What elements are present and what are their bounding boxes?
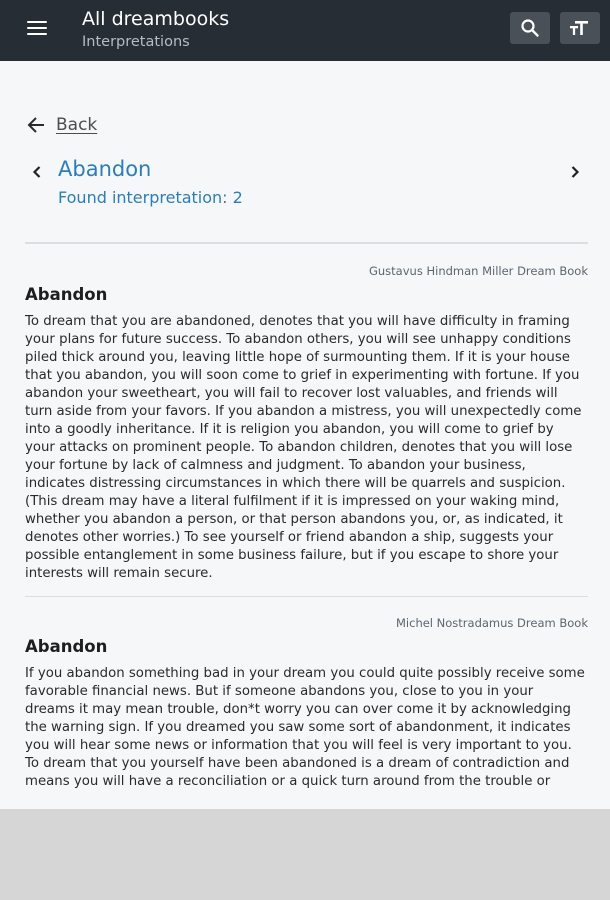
hamburger-menu-icon-line [27, 33, 47, 35]
entry-title: Abandon [25, 285, 108, 304]
section-divider [25, 242, 588, 244]
text-size-button[interactable] [560, 12, 600, 44]
previous-word-button[interactable] [26, 159, 48, 185]
back-label: Back [56, 115, 98, 135]
found-count: Found interpretation: 2 [58, 188, 243, 207]
menu-button[interactable] [22, 17, 52, 43]
word-title: Abandon [58, 157, 152, 181]
search-button[interactable] [510, 12, 550, 44]
app-bar [0, 0, 610, 61]
entry-divider [25, 596, 588, 597]
text-size-icon [569, 19, 591, 37]
chevron-left-icon [32, 165, 42, 179]
entry-source: Michel Nostradamus Dream Book [396, 616, 588, 630]
hamburger-menu-icon [27, 21, 47, 23]
arrow-left-icon [26, 116, 46, 134]
interpretations-content [0, 61, 610, 809]
search-icon [520, 18, 540, 38]
entry-title: Abandon [25, 637, 108, 656]
entry-source: Gustavus Hindman Miller Dream Book [368, 264, 588, 278]
back-link[interactable] [26, 112, 97, 138]
next-word-button[interactable] [564, 159, 586, 185]
entry-text: If you abandon something bad in your dream you could quite possibly receive some favorable financial news. But if someone abandons you, close to you in your dreams it may mean trouble, don*t worry you can over come it by acknowledging the warning sign. If you dreamed you saw some sort of abandonment, it indicates you will hear some news or information that you will feel is very important to you. To dream that you yourself have been abandoned is a dream of contradiction and means you will have a reconciliation or a quick turn around from the trouble or [25, 666, 585, 789]
hamburger-menu-icon-line [27, 27, 47, 29]
app-title: All dreambooks [82, 8, 230, 30]
chevron-right-icon [570, 165, 580, 179]
entry-text: To dream that you are abandoned, denotes that you will have difficulty in framing your plans for future success. To abandon others, you will see unhappy conditions piled thick around you, leaving little hope of surmounting them. If it is your house that you abandon, you will soon come to grief in experimenting with fortune. If you abandon your sweetheart, you will fail to recover lost valuables, and friends will turn aside from your favors. If you abandon a mistress, you will unexpectedly come into a goodly inheritance. If it is religion you abandon, you will come to grief by your attacks on prominent people. To abandon children, denotes that you will lose your fortune by lack of calmness and judgment. To abandon your business, indicates distressing circumstances in which there will be quarrels and suspicion. (This dream may have a literal fulfilment if it is impressed on your waking mind, whether you abandon a person, or that person abandons you, or, as indicated, it denotes other worries.) To see yourself or friend abandon a ship, suggests your possible entanglement in some business failure, but if you escape to shore your interests will remain secure. [25, 314, 582, 581]
app-subtitle: Interpretations [82, 34, 190, 50]
